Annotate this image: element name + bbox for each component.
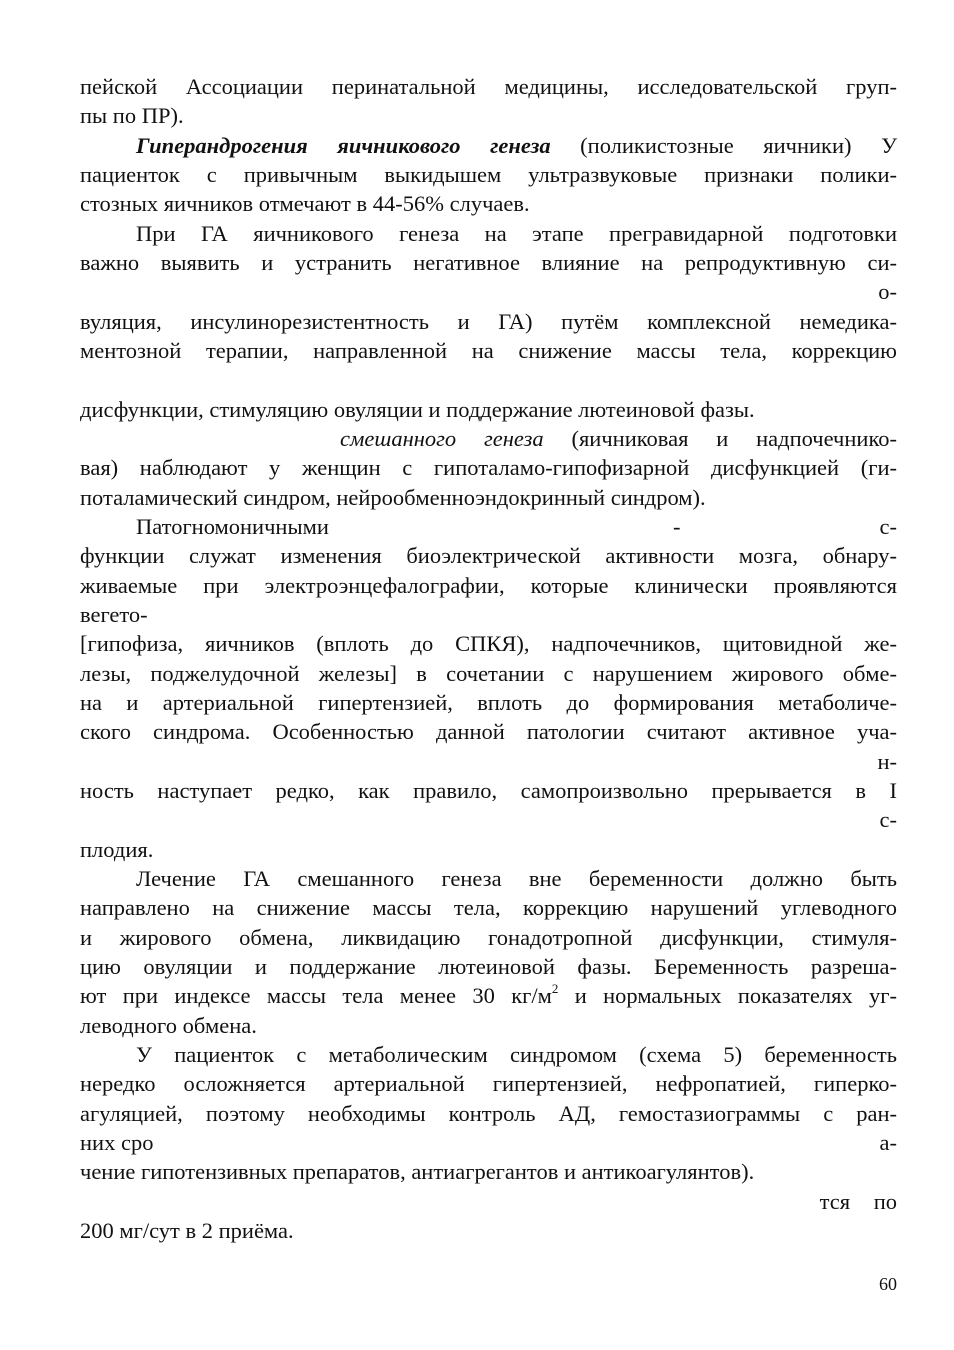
text-line: вая) наблюдают у женщин с гипоталамо-гипофизарной дисфункцией (ги- bbox=[80, 455, 897, 480]
page-number: 60 bbox=[879, 1274, 897, 1294]
text-line: пейской Ассоциации перинатальной медицины, исследовательской груп- bbox=[80, 74, 897, 99]
text-line: стозных яичников отмечают в 44-56% случаев. bbox=[80, 191, 530, 216]
emphasis-text: смешанного генеза bbox=[340, 426, 544, 451]
text-line: ментозной терапии, направленной на снижение массы тела, коррекцию bbox=[80, 338, 897, 363]
text-line bbox=[340, 424, 897, 454]
text-line: цию овуляции и поддержание лютеиновой фазы. Беременность разреша- bbox=[80, 954, 897, 979]
text-line: тся по bbox=[819, 1189, 897, 1214]
text-line: 200 мг/сут в 2 приёма. bbox=[80, 1218, 294, 1243]
text-line: ность наступает редко, как правило, самопроизвольно прерывается в I bbox=[80, 778, 897, 803]
text-line: нередко осложняется артериальной гипертензией, нефропатией, гиперко- bbox=[80, 1071, 897, 1096]
text-line: вегето- bbox=[80, 602, 148, 627]
text-line: и жирового обмена, ликвидацию гонадотропной дисфункции, стимуля- bbox=[80, 925, 897, 950]
text-line: н- bbox=[877, 749, 897, 774]
text-line: леводного обмена. bbox=[80, 1013, 257, 1038]
text-span: а- bbox=[879, 1130, 897, 1155]
text-line: живаемые при электроэнцефалографии, которые клинически проявляются bbox=[80, 573, 897, 598]
text-line: функции служат изменения биоэлектрической активности мозга, обнару- bbox=[80, 543, 897, 568]
text-line bbox=[80, 1128, 897, 1158]
text-line: вуляция, инсулинорезистентность и ГА) путём комплексной немедика- bbox=[80, 309, 897, 334]
text-line: с- bbox=[879, 807, 897, 832]
text-span: с- bbox=[879, 514, 897, 539]
text-line: поталамический синдром, нейрообменноэндокринный синдром). bbox=[80, 485, 706, 510]
text-line: на и артериальной гипертензией, вплоть до формирования метаболиче- bbox=[80, 690, 897, 715]
text-line: При ГА яичникового генеза на этапе прегравидарной подготовки bbox=[136, 221, 897, 246]
text-line: плодия. bbox=[80, 837, 154, 862]
text-span: Патогномоничными bbox=[136, 514, 329, 539]
text-line: У пациенток с метаболическим синдромом (схема 5) беременность bbox=[136, 1042, 897, 1067]
text-line: пациенток с привычным выкидышем ультразвуковые признаки полики- bbox=[80, 162, 897, 187]
text-span: и нормальных показателях уг- bbox=[558, 983, 897, 1008]
text-line: ского синдрома. Особенностью данной патологии считают активное уча- bbox=[80, 719, 897, 744]
text-line: пы по ПР). bbox=[80, 103, 184, 128]
text-line: чение гипотензивных препаратов, антиагрегантов и антикоагулянтов). bbox=[80, 1159, 755, 1184]
superscript: 2 bbox=[551, 980, 559, 996]
paragraph-heading-line bbox=[136, 131, 897, 161]
text-line bbox=[80, 981, 897, 1011]
text-span: - bbox=[673, 514, 681, 539]
text-line: о- bbox=[878, 279, 897, 304]
text-line bbox=[136, 512, 897, 542]
text-line: важно выявить и устранить негативное влияние на репродуктивную си- bbox=[80, 250, 897, 275]
text-line: направлено на снижение массы тела, коррекцию нарушений углеводного bbox=[80, 895, 897, 920]
section-heading: Гиперандрогения яичникового генеза bbox=[136, 133, 551, 158]
text-span: них сро bbox=[80, 1130, 154, 1155]
text-line: агуляцией, поэтому необходимы контроль АД, гемостазиограммы с ран- bbox=[80, 1101, 897, 1126]
text-span: ют при индексе массы тела менее 30 кг/м bbox=[80, 983, 552, 1008]
text-span: (яичниковая и надпочечнико- bbox=[543, 426, 897, 451]
text-span: (поликистозные яичники) У bbox=[550, 133, 897, 158]
text-line: [гипофиза, яичников (вплоть до СПКЯ), надпочечников, щитовидной же- bbox=[80, 631, 897, 656]
text-line: Лечение ГА смешанного генеза вне беременности должно быть bbox=[136, 866, 897, 891]
text-line: лезы, поджелудочной железы] в сочетании с нарушением жирового обме- bbox=[80, 661, 897, 686]
text-line: дисфункции, стимуляцию овуляции и поддержание лютеиновой фазы. bbox=[80, 397, 755, 422]
